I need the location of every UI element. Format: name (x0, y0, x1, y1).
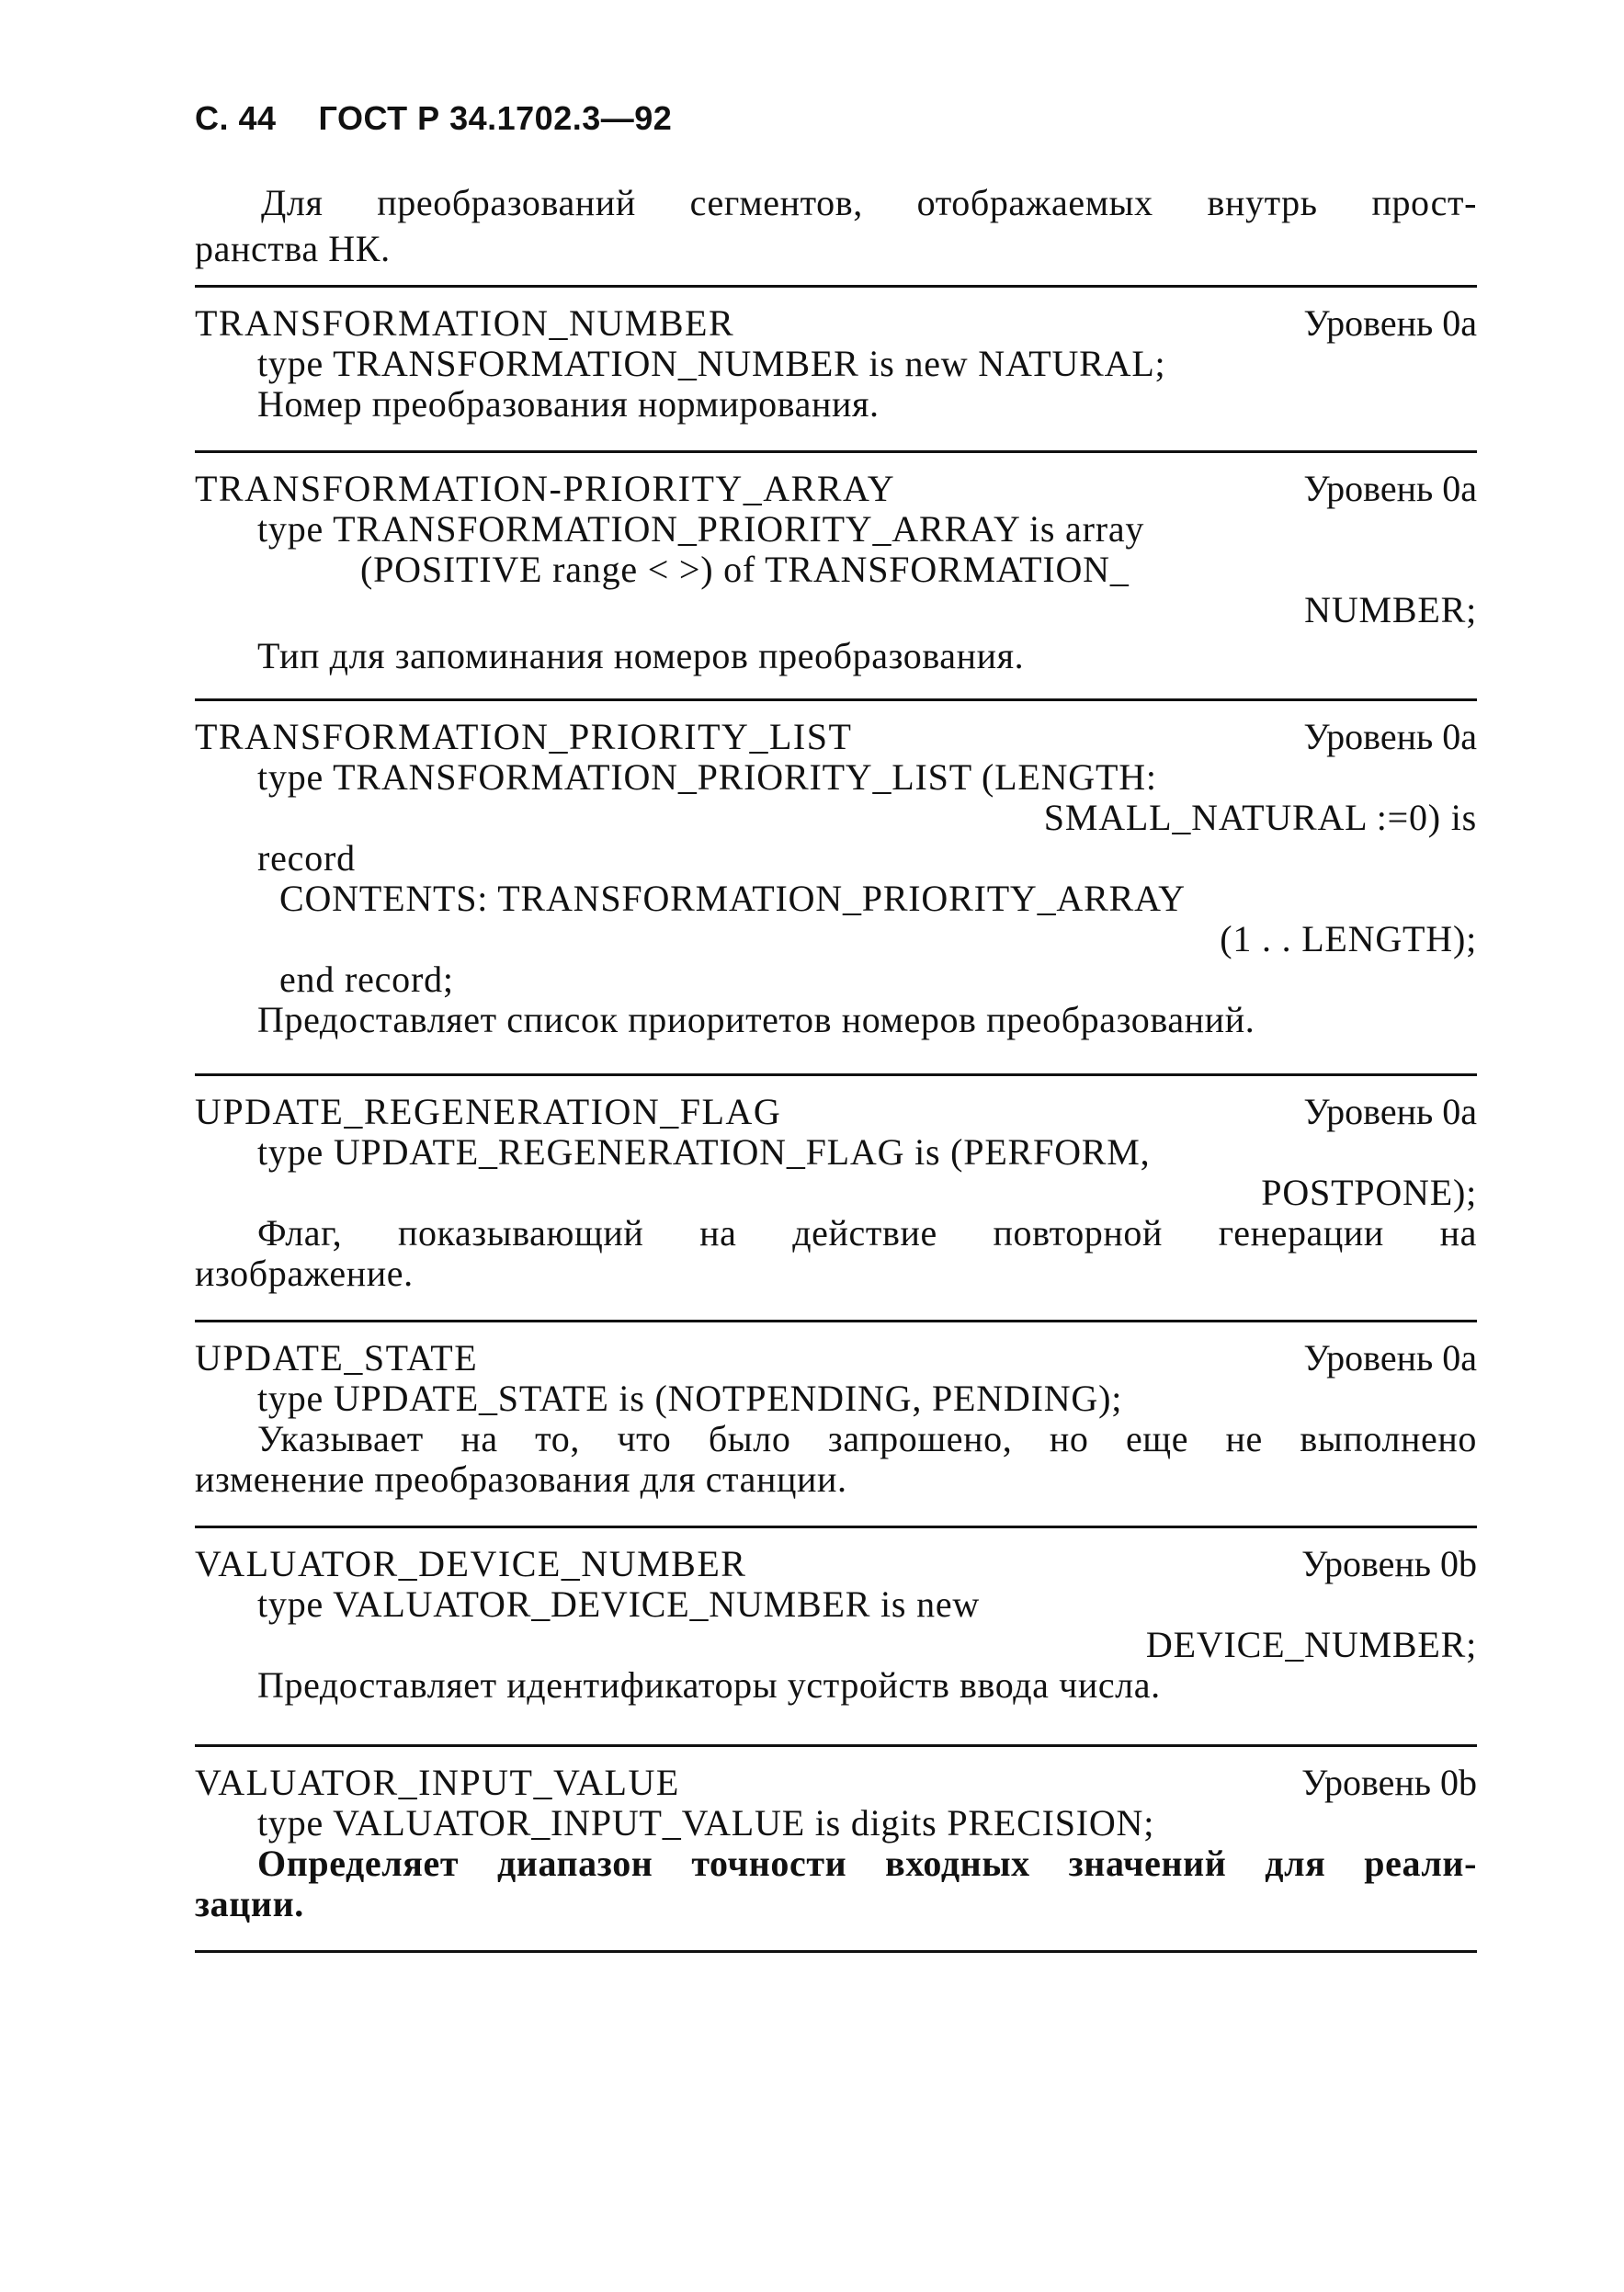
code-line: POSTPONE); (1261, 1172, 1477, 1213)
separator-rule (195, 1073, 1477, 1076)
code-line: NUMBER; (1304, 589, 1477, 630)
entry-description: Предоставляет список приоритетов номеров преобразований. (257, 999, 1255, 1040)
code-line: record (257, 837, 356, 879)
definition-entry (195, 469, 1477, 676)
code-line: type VALUATOR_DEVICE_NUMBER is new (257, 1583, 981, 1625)
entry-description: Определяет диапазон точности входных значений для реали- (257, 1843, 1477, 1884)
separator-rule (195, 450, 1477, 453)
entry-name: VALUATOR_INPUT_VALUE (195, 1762, 680, 1803)
entry-name: UPDATE_REGENERATION_FLAG (195, 1091, 782, 1132)
code-line: (1 . . LENGTH); (1220, 918, 1477, 959)
separator-rule (195, 1744, 1477, 1747)
entry-description: Указывает на то, что было запрошено, но еще не выполнено (257, 1418, 1477, 1459)
intro-line: ранства НК. (195, 228, 391, 269)
entry-description: изменение преобразования для станции. (195, 1458, 847, 1500)
code-line: DEVICE_NUMBER; (1145, 1624, 1477, 1665)
entry-description: зации. (195, 1883, 304, 1924)
definition-entry (195, 717, 1477, 1040)
separator-rule (195, 1526, 1477, 1528)
entry-level: Уровень 0b (1301, 1762, 1477, 1803)
entry-description: Флаг, показывающий на действие повторной генерации на (257, 1212, 1477, 1254)
definition-entry (195, 1338, 1477, 1500)
entry-name: TRANSFORMATION_NUMBER (195, 302, 735, 344)
definition-entry (195, 303, 1477, 425)
definition-entry (195, 1092, 1477, 1294)
separator-rule (195, 698, 1477, 701)
page-header (195, 99, 672, 138)
standard-designation: ГОСТ Р 34.1702.3—92 (318, 99, 673, 137)
code-line: SMALL_NATURAL :=0) is (1043, 797, 1477, 838)
code-line: CONTENTS: TRANSFORMATION_PRIORITY_ARRAY (279, 878, 1186, 919)
separator-rule (195, 1950, 1477, 1953)
code-line: type UPDATE_STATE is (NOTPENDING, PENDING); (257, 1378, 1123, 1419)
entry-name: TRANSFORMATION_PRIORITY_LIST (195, 716, 853, 757)
definition-entry (195, 1763, 1477, 1924)
entry-level: Уровень 0a (1303, 1337, 1477, 1379)
code-line: type VALUATOR_INPUT_VALUE is digits PRECISION; (257, 1802, 1155, 1844)
entry-description: Предоставляет идентификаторы устройств ввода числа. (257, 1664, 1161, 1706)
separator-rule (195, 1320, 1477, 1322)
code-line: type UPDATE_REGENERATION_FLAG is (PERFORM, (257, 1131, 1151, 1173)
entry-level: Уровень 0b (1301, 1543, 1477, 1584)
intro-line: Для преобразований сегментов, отображаемых внутрь прост- (261, 182, 1477, 223)
code-line: type TRANSFORMATION_PRIORITY_ARRAY is array (257, 508, 1145, 550)
entry-description: изображение. (195, 1253, 414, 1294)
entry-description: Тип для запоминания номеров преобразования. (257, 635, 1025, 676)
code-line: type TRANSFORMATION_PRIORITY_LIST (LENGTH: (257, 756, 1157, 798)
entry-name: VALUATOR_DEVICE_NUMBER (195, 1543, 747, 1584)
entry-level: Уровень 0a (1303, 716, 1477, 757)
code-line: type TRANSFORMATION_NUMBER is new NATURAL; (257, 343, 1166, 384)
code-line: end record; (279, 959, 454, 1000)
entry-level: Уровень 0a (1303, 1091, 1477, 1132)
definition-entry (195, 1544, 1477, 1706)
page-number: С. 44 (195, 99, 277, 137)
intro-paragraph (195, 180, 1477, 272)
entry-level: Уровень 0a (1303, 468, 1477, 509)
separator-rule (195, 285, 1477, 288)
entry-name: TRANSFORMATION-PRIORITY_ARRAY (195, 468, 896, 509)
entry-description: Номер преобразования нормирования. (257, 383, 880, 425)
entry-level: Уровень 0a (1303, 302, 1477, 344)
entry-name: UPDATE_STATE (195, 1337, 479, 1379)
code-line: (POSITIVE range < >) of TRANSFORMATION_ (360, 549, 1130, 590)
